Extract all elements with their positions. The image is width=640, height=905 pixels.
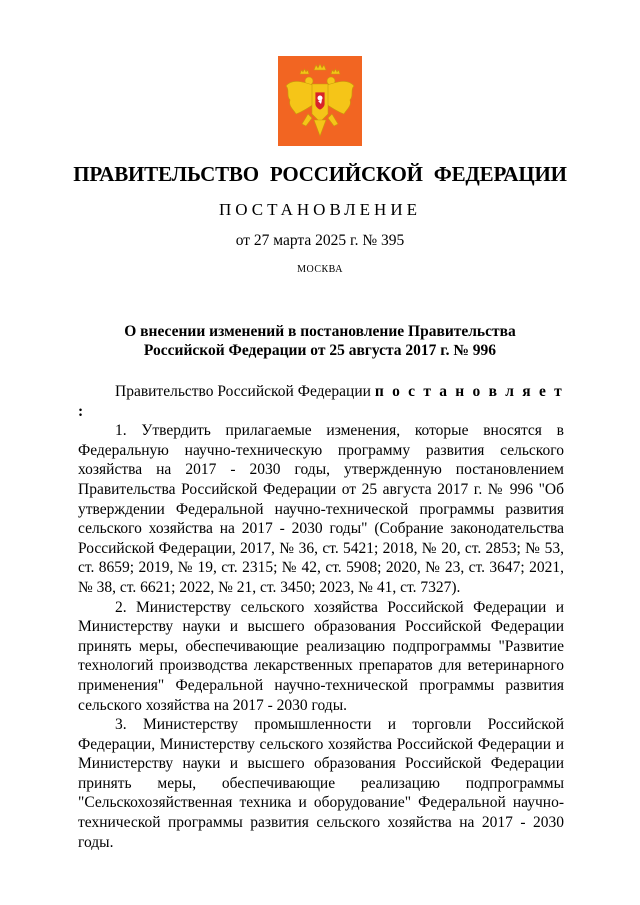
- intro-keyword: п о с т а н о в л я е т :: [78, 383, 564, 420]
- russian-coat-of-arms-icon: [278, 56, 362, 146]
- paragraph-3: 3. Министерству промышленности и торговли Российской Федерации, Министерству сельского хозяйства Российской Федерации и Министерству науки и высшего образования Российской Федерации принять меры, обеспечивающие реализацию подпрограммы "Сельскохозяйственная техника и оборудование" Федеральной научно-технической программы развития сельского хозяйства на 2017 - 2030 годы.: [78, 716, 564, 851]
- paragraph-1: 1. Утвердить прилагаемые изменения, которые вносятся в Федеральную научно-техническую программу развития сельского хозяйства на 2017 - 2030 годы, утвержденную постановлением Правительства Российской Федерации от 25 августа 2017 г. № 996 "Об утверждении Федеральной научно-технической программы развития сельского хозяйства на 2017 - 2030 годы" (Собрание законодательства Российской Федерации, 2017, № 36, ст. 5421; 2018, № 20, ст. 2853; № 53, ст. 8659; 2019, № 19, ст. 2315; № 42, ст. 5908; 2020, № 23, ст. 3647; 2021, № 38, ст. 6621; 2022, № 21, ст. 3450; 2023, № 41, ст. 7327).: [78, 422, 564, 596]
- intro-text: Правительство Российской Федерации: [115, 383, 375, 400]
- paragraph-2: 2. Министерству сельского хозяйства Российской Федерации и Министерству науки и высшего образования Российской Федерации принять меры, обеспечивающие реализацию подпрограммы "Развитие технологий производства лекарственных препаратов для ветеринарного применения" Федеральной научно-технической программы развития сельского хозяйства на 2017 - 2030 годы.: [78, 598, 564, 714]
- document-date-number: от 27 марта 2025 г. № 395: [235, 232, 405, 249]
- document-type: ПОСТАНОВЛЕНИЕ: [218, 200, 421, 219]
- subject-line-1: О внесении изменений в постановление Правительства: [124, 323, 516, 340]
- coat-of-arms-emblem: [278, 56, 362, 146]
- document-subject: [0, 322, 640, 360]
- document-city: МОСКВА: [297, 264, 343, 275]
- document-body: [78, 382, 564, 852]
- government-title: ПРАВИТЕЛЬСТВО РОССИЙСКОЙ ФЕДЕРАЦИИ: [73, 162, 567, 186]
- intro-paragraph: [78, 382, 564, 421]
- subject-line-2: Российской Федерации от 25 августа 2017 г. № 996: [143, 342, 497, 359]
